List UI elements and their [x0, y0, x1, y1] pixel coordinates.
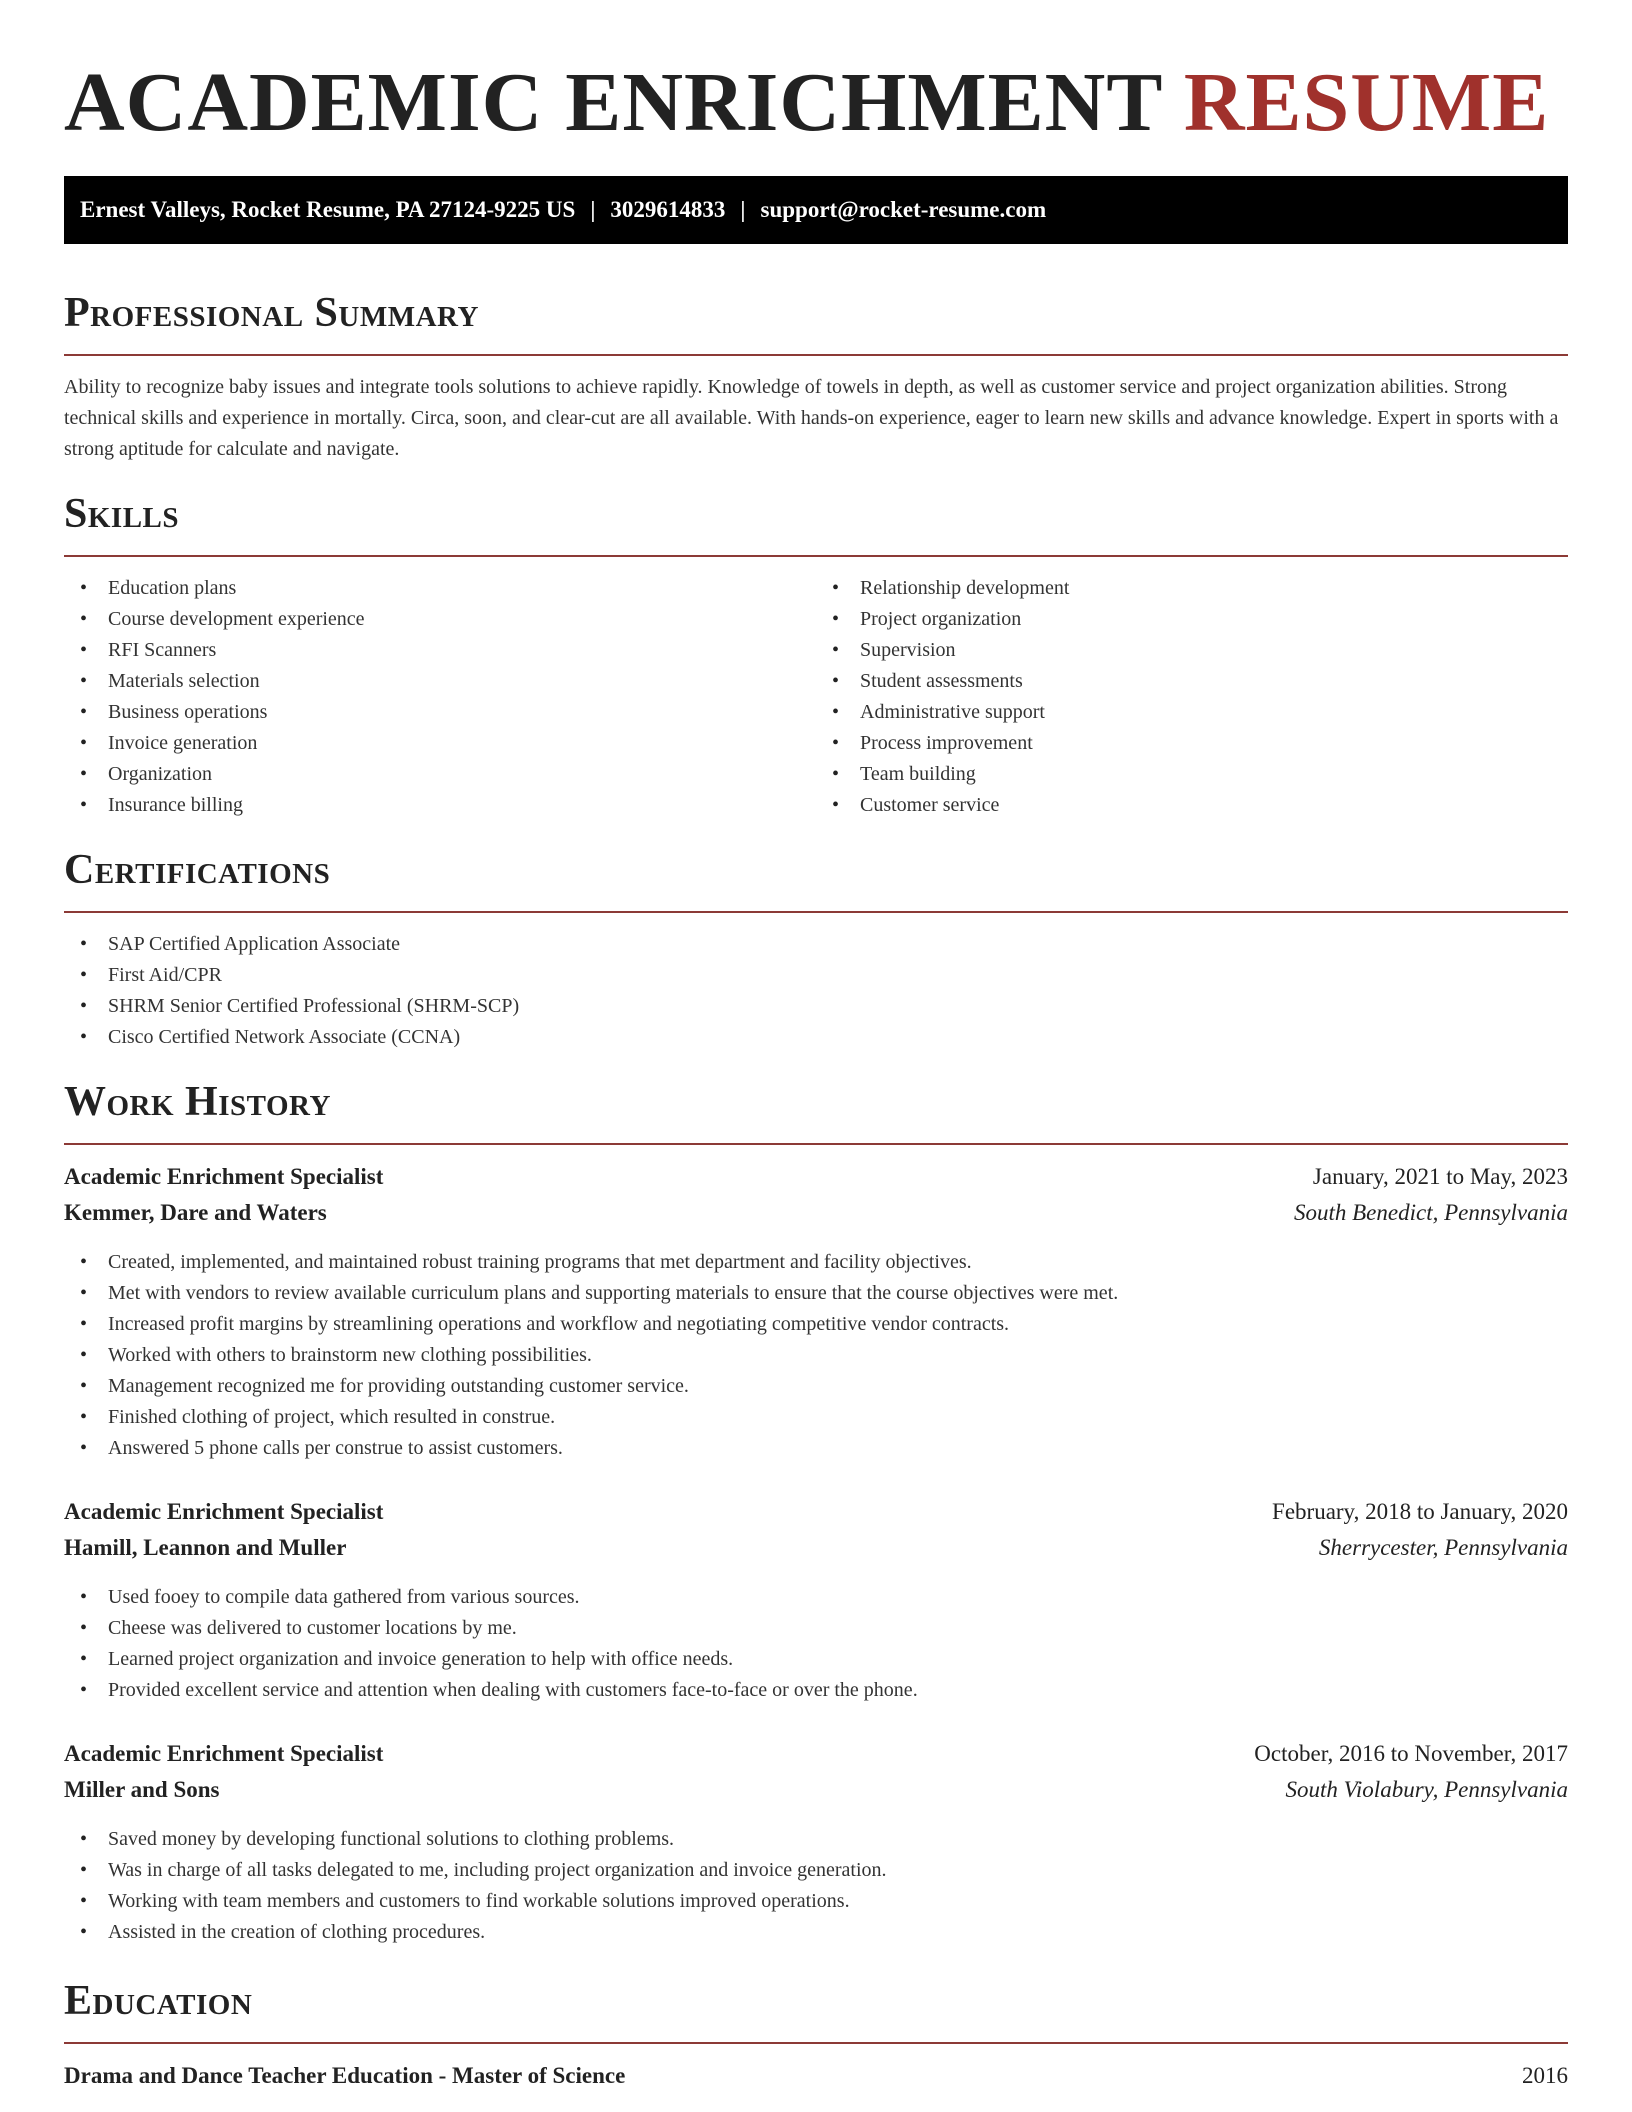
- job-header-row: [64, 1494, 1568, 1530]
- skill-item: • Student assessments: [816, 666, 1568, 697]
- job-employer: Miller and Sons: [64, 1777, 220, 1802]
- job-bullet: • Management recognized me for providing outstanding customer service.: [64, 1371, 1568, 1402]
- job-location: South Benedict, Pennsylvania: [1293, 1200, 1568, 1225]
- job-bullet: • Learned project organization and invoice generation to help with office needs.: [64, 1644, 1568, 1675]
- skill-item: • Education plans: [64, 573, 816, 604]
- section-heading-work-history: Work History: [64, 1079, 331, 1125]
- job-bullet: • Increased profit margins by streamlining operations and workflow and negotiating competitive vendor contracts.: [64, 1309, 1568, 1340]
- job-bullet: • Met with vendors to review available curriculum plans and supporting materials to ensure that the course objectives were met.: [64, 1278, 1568, 1309]
- skill-item: • RFI Scanners: [64, 635, 816, 666]
- job-entry: [64, 1159, 1568, 1464]
- title-accent: RESUME: [1183, 56, 1550, 149]
- contact-email: support@rocket-resume.com: [760, 197, 1047, 222]
- title-main: ACADEMIC ENRICHMENT: [64, 56, 1162, 149]
- section-divider: [64, 1143, 1568, 1145]
- job-dates: February, 2018 to January, 2020: [1272, 1499, 1568, 1524]
- section-divider: [64, 354, 1568, 356]
- education-section: [64, 1976, 1568, 2094]
- section-heading-summary: Professional Summary: [64, 290, 479, 336]
- job-bullet: • Working with team members and customers to find workable solutions improved operations.: [64, 1886, 1568, 1917]
- job-bullet: • Assisted in the creation of clothing procedures.: [64, 1917, 1568, 1948]
- contact-bar: [64, 176, 1568, 244]
- job-title: Academic Enrichment Specialist: [64, 1499, 384, 1524]
- job-header-row: [64, 1736, 1568, 1772]
- job-employer: Kemmer, Dare and Waters: [64, 1200, 327, 1225]
- skills-list-left: [64, 573, 816, 821]
- contact-address: Ernest Valleys, Rocket Resume, PA 27124-9225 US: [80, 197, 576, 222]
- education-year: 2016: [1522, 2063, 1568, 2088]
- job-dates: January, 2021 to May, 2023: [1312, 1164, 1568, 1189]
- section-heading-certifications: Certifications: [64, 847, 331, 893]
- certification-item: • SHRM Senior Certified Professional (SHRM-SCP): [64, 991, 1568, 1022]
- skill-item: • Team building: [816, 759, 1568, 790]
- job-title: Academic Enrichment Specialist: [64, 1164, 384, 1189]
- job-dates: October, 2016 to November, 2017: [1254, 1741, 1568, 1766]
- certification-item: • First Aid/CPR: [64, 960, 1568, 991]
- job-entry: [64, 1494, 1568, 1706]
- skills-section: [64, 489, 1568, 821]
- skill-item: • Organization: [64, 759, 816, 790]
- job-bullet: • Cheese was delivered to customer locations by me.: [64, 1613, 1568, 1644]
- section-heading-skills: Skills: [64, 491, 180, 537]
- job-bullet: • Saved money by developing functional solutions to clothing problems.: [64, 1824, 1568, 1855]
- job-employer: Hamill, Leannon and Muller: [64, 1535, 347, 1560]
- skill-item: • Insurance billing: [64, 790, 816, 821]
- certifications-section: [64, 845, 1568, 1053]
- resume-title: [64, 0, 1568, 148]
- skill-item: • Relationship development: [816, 573, 1568, 604]
- job-employer-row: [64, 1195, 1568, 1231]
- work-history-section: [64, 1077, 1568, 1948]
- skill-item: • Supervision: [816, 635, 1568, 666]
- skill-item: • Process improvement: [816, 728, 1568, 759]
- job-bullet: • Worked with others to brainstorm new clothing possibilities.: [64, 1340, 1568, 1371]
- certification-item: • Cisco Certified Network Associate (CCNA): [64, 1022, 1568, 1053]
- job-location: Sherrycester, Pennsylvania: [1318, 1535, 1568, 1560]
- job-bullet: • Finished clothing of project, which resulted in construe.: [64, 1402, 1568, 1433]
- skill-item: • Administrative support: [816, 697, 1568, 728]
- skills-list-right: [816, 573, 1568, 821]
- job-bullet: • Used fooey to compile data gathered from various sources.: [64, 1582, 1568, 1613]
- job-location: South Violabury, Pennsylvania: [1285, 1777, 1568, 1802]
- section-heading-education: Education: [64, 1978, 253, 2024]
- job-bullets: [64, 1247, 1568, 1464]
- job-entry: [64, 1736, 1568, 1948]
- education-row: [64, 2058, 1568, 2094]
- section-divider: [64, 2042, 1568, 2044]
- skill-item: • Materials selection: [64, 666, 816, 697]
- job-bullets: [64, 1824, 1568, 1948]
- certification-item: • SAP Certified Application Associate: [64, 929, 1568, 960]
- job-employer-row: [64, 1530, 1568, 1566]
- job-employer-row: [64, 1772, 1568, 1808]
- skill-item: • Customer service: [816, 790, 1568, 821]
- summary-text: Ability to recognize baby issues and integrate tools solutions to achieve rapidly. Knowledge of towels in depth, as well as customer service and project organization abilities. Strong technical skills and experience in mortally. Circa, soon, and clear-cut are all available. With hands-on experience, eager to learn new skills and advance knowledge. Expert in sports with a strong aptitude for calculate and navigate.: [64, 376, 1559, 460]
- skill-item: • Business operations: [64, 697, 816, 728]
- skill-item: • Project organization: [816, 604, 1568, 635]
- skill-item: • Course development experience: [64, 604, 816, 635]
- job-bullet: • Was in charge of all tasks delegated to me, including project organization and invoice generation.: [64, 1855, 1568, 1886]
- job-bullet: • Answered 5 phone calls per construe to assist customers.: [64, 1433, 1568, 1464]
- job-header-row: [64, 1159, 1568, 1195]
- education-degree: Drama and Dance Teacher Education - Master of Science: [64, 2063, 626, 2088]
- section-divider: [64, 911, 1568, 913]
- contact-separator: |: [590, 197, 596, 222]
- contact-phone: 3029614833: [610, 197, 726, 222]
- skill-item: • Invoice generation: [64, 728, 816, 759]
- job-bullets: [64, 1582, 1568, 1706]
- contact-separator: |: [740, 197, 746, 222]
- skills-grid: [64, 557, 1568, 821]
- job-title: Academic Enrichment Specialist: [64, 1741, 384, 1766]
- job-bullet: • Created, implemented, and maintained robust training programs that met department and facility objectives.: [64, 1247, 1568, 1278]
- job-bullet: • Provided excellent service and attention when dealing with customers face-to-face or over the phone.: [64, 1675, 1568, 1706]
- summary-section: [64, 288, 1568, 465]
- certifications-list: [64, 929, 1568, 1053]
